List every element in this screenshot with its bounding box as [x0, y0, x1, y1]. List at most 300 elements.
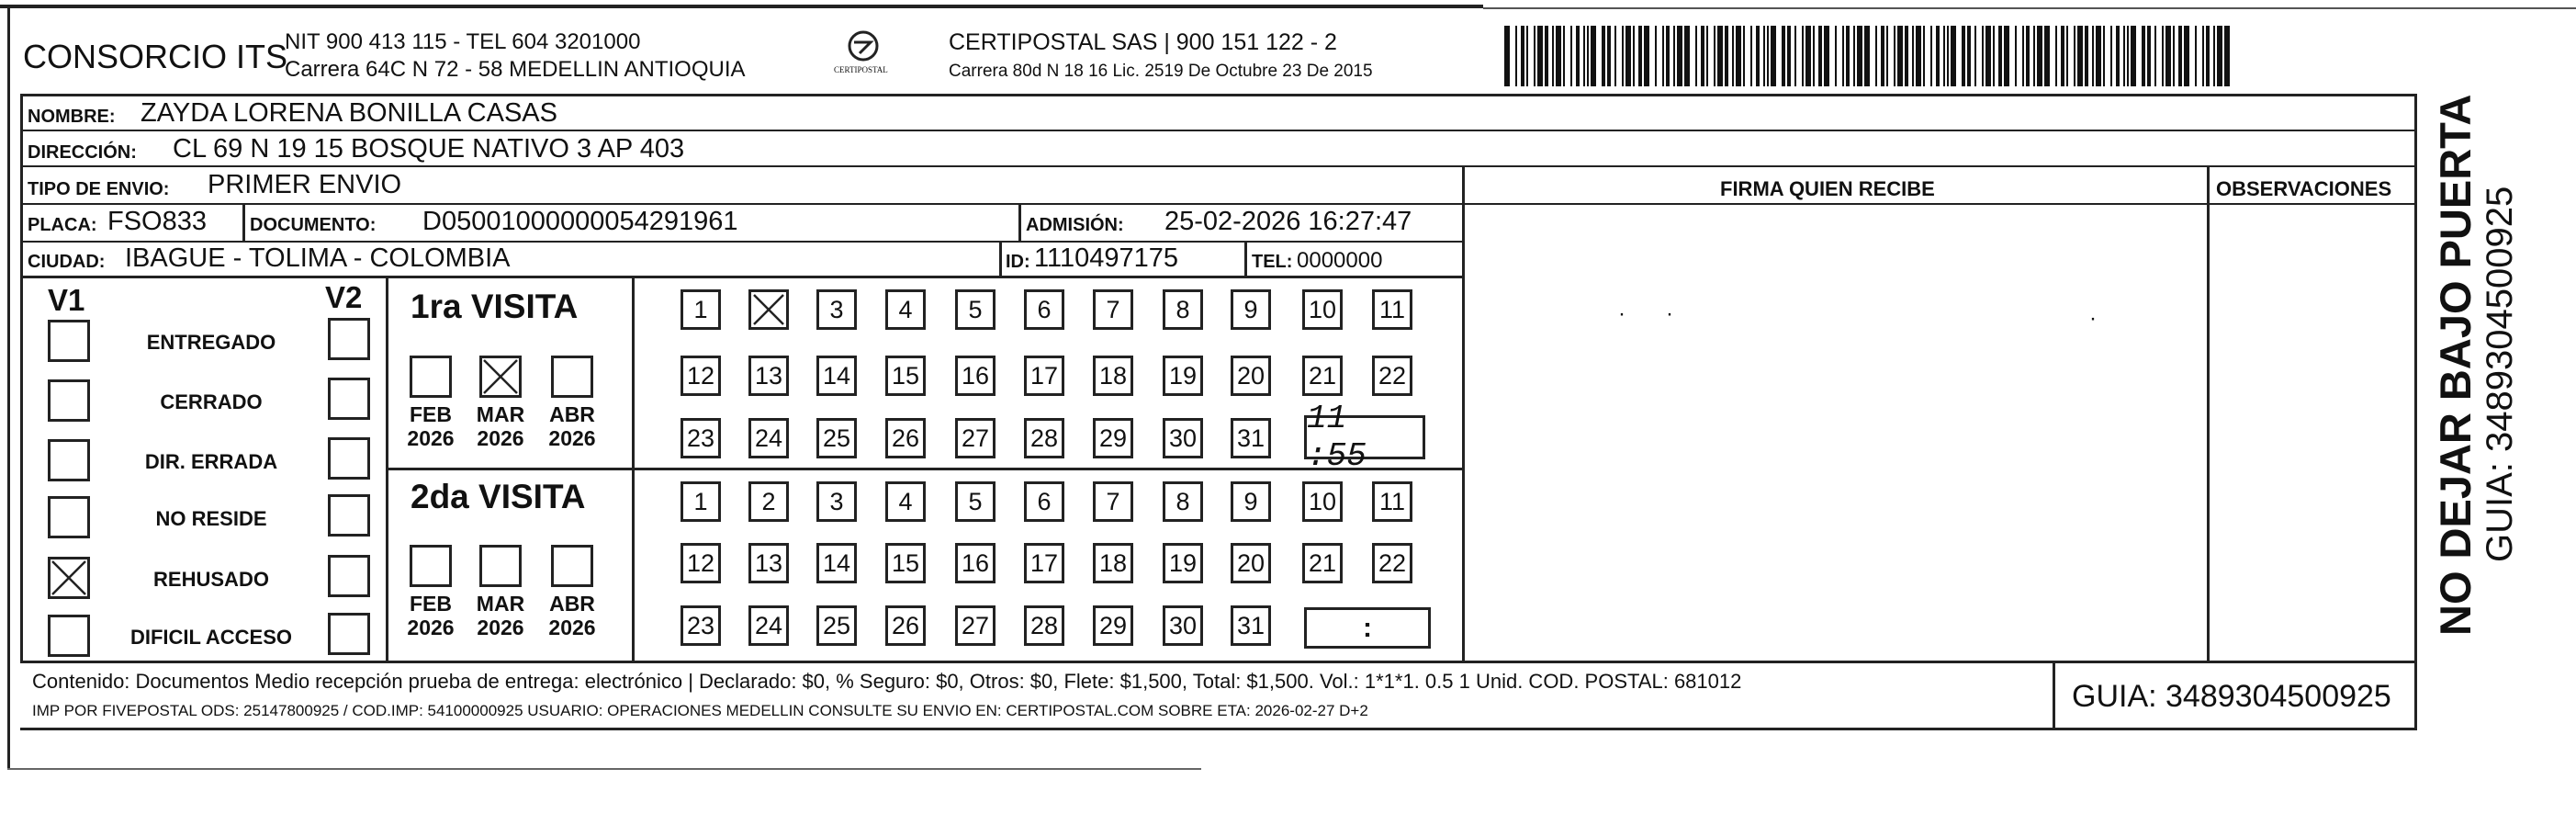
barcode-bar — [1706, 26, 1708, 86]
day-box[interactable] — [1231, 481, 1271, 522]
barcode-bar — [1515, 26, 1517, 86]
document-label: DOCUMENTO: — [250, 215, 377, 235]
second-visit-label: 2da VISITA — [411, 478, 586, 515]
barcode-bar — [1714, 26, 1715, 86]
plate-label: PLACA: — [28, 215, 97, 235]
top-rule — [0, 5, 1483, 8]
month-checkbox[interactable] — [551, 356, 593, 398]
certipostal-address: Carrera 80d N 18 16 Lic. 2519 De Octubre 23 De 2015 — [949, 62, 1373, 81]
day-number: 20 — [1236, 548, 1266, 577]
month-year: 2026 — [407, 426, 455, 451]
city-label: CIUDAD: — [28, 252, 106, 272]
month-name: ABR — [549, 402, 595, 426]
barcode-bar — [1875, 26, 1877, 86]
day-number: 14 — [822, 548, 851, 577]
month-label — [473, 402, 528, 451]
day-box[interactable] — [885, 418, 926, 458]
side-guia: GUIA: 3489304500925 — [2480, 186, 2520, 562]
day-box[interactable] — [1024, 289, 1064, 330]
tel-divider — [1244, 242, 1247, 276]
signature-dot: · — [1666, 301, 1673, 326]
row-rule-5 — [20, 276, 1462, 278]
barcode-bar — [1526, 26, 1528, 86]
day-box[interactable] — [748, 356, 789, 396]
barcode-bar — [2184, 26, 2189, 86]
day-number: 4 — [898, 487, 913, 515]
barcode-bar — [1974, 26, 1976, 86]
barcode-bar — [2162, 26, 2164, 86]
day-box[interactable] — [1231, 356, 1271, 396]
day-box[interactable] — [1024, 543, 1064, 583]
day-number: 21 — [1308, 548, 1337, 577]
day-box[interactable] — [1024, 418, 1064, 458]
form-right-rule — [2414, 94, 2417, 729]
day-box[interactable] — [1372, 356, 1412, 396]
barcode-bar — [2131, 26, 2136, 86]
month-checkbox[interactable] — [410, 545, 452, 587]
month-checkbox[interactable] — [551, 545, 593, 587]
month-year: 2026 — [477, 616, 524, 640]
certipostal-company: CERTIPOSTAL SAS | 900 151 122 - 2 — [949, 29, 1337, 55]
status-v2-checkbox[interactable] — [328, 555, 370, 597]
barcode-bar — [2066, 26, 2068, 86]
barcode-bar — [2173, 26, 2175, 86]
plate-value: FSO833 — [107, 207, 207, 236]
day-box[interactable] — [885, 605, 926, 646]
v1-label: V1 — [48, 283, 85, 317]
day-number: 3 — [829, 295, 844, 323]
row-rule-1 — [20, 130, 2417, 131]
day-box[interactable] — [1093, 289, 1133, 330]
day-number: 27 — [961, 611, 990, 639]
barcode-bar — [2061, 26, 2064, 86]
barcode-bar — [1602, 26, 1605, 86]
barcode-bar — [2033, 26, 2035, 86]
day-box[interactable] — [1163, 543, 1203, 583]
barcode-bar — [1614, 26, 1616, 86]
day-number: 13 — [754, 361, 783, 390]
tel-label: TEL: — [1252, 252, 1293, 272]
barcode-bar — [1771, 26, 1776, 86]
barcode-bar — [2026, 26, 2030, 86]
day-box[interactable] — [1231, 543, 1271, 583]
day-box[interactable] — [816, 543, 857, 583]
admission-divider — [1018, 204, 1021, 241]
status-label: DIR. ERRADA — [144, 450, 278, 473]
barcode-bar — [1916, 26, 1921, 86]
status-v1-checkbox[interactable] — [48, 379, 90, 422]
day-box[interactable] — [748, 289, 789, 330]
second-visit-time-value: : — [1363, 612, 1372, 643]
barcode-bar — [1750, 26, 1752, 86]
month-name: ABR — [549, 592, 595, 616]
day-number: 3 — [829, 487, 844, 515]
status-v2-checkbox[interactable] — [328, 318, 370, 360]
day-box[interactable] — [1372, 481, 1412, 522]
month-name: FEB — [410, 402, 452, 426]
day-box[interactable] — [1302, 289, 1343, 330]
barcode-bar — [1587, 26, 1589, 86]
day-box[interactable] — [1372, 543, 1412, 583]
barcode-bar — [1905, 26, 1908, 86]
name-label: NOMBRE: — [28, 107, 116, 127]
month-label — [403, 592, 458, 640]
first-visit-label: 1ra VISITA — [411, 288, 579, 325]
footer-bottom-rule — [20, 728, 2417, 730]
day-number: 8 — [1176, 295, 1190, 323]
x-mark-icon — [751, 292, 786, 327]
barcode-bar — [1732, 26, 1734, 86]
day-number: 7 — [1106, 295, 1120, 323]
day-number: 15 — [891, 548, 920, 577]
barcode-bar — [1930, 26, 1932, 86]
day-box[interactable] — [816, 418, 857, 458]
day-box[interactable] — [816, 289, 857, 330]
recipient-name: ZAYDA LORENA BONILLA CASAS — [141, 98, 557, 128]
day-box[interactable] — [1093, 543, 1133, 583]
company-name: CONSORCIO ITS — [23, 38, 288, 75]
day-box[interactable] — [1302, 481, 1343, 522]
barcode-bar — [1794, 26, 1796, 86]
day-number: 16 — [961, 548, 990, 577]
barcode-bar — [1951, 26, 1956, 86]
month-label — [545, 402, 600, 451]
day-box[interactable] — [885, 289, 926, 330]
day-box[interactable] — [1372, 289, 1412, 330]
barcode-bar — [1504, 26, 1510, 86]
status-v1-checkbox[interactable] — [48, 496, 90, 538]
barcode-bar — [1556, 26, 1561, 86]
barcode-bar — [1936, 26, 1940, 86]
day-box[interactable] — [955, 356, 996, 396]
day-box[interactable] — [681, 356, 721, 396]
day-number: 27 — [961, 424, 990, 452]
day-number: 19 — [1168, 361, 1198, 390]
status-label: NO RESIDE — [155, 507, 267, 530]
day-box[interactable] — [816, 481, 857, 522]
footer-guia: GUIA: 3489304500925 — [2072, 679, 2391, 714]
status-v1-checkbox[interactable] — [48, 439, 90, 481]
barcode-bar — [1763, 26, 1765, 86]
barcode-bar — [2224, 26, 2230, 86]
address-label: DIRECCIÓN: — [28, 142, 137, 163]
barcode-graphic — [1504, 26, 2234, 86]
day-box[interactable] — [955, 543, 996, 583]
day-number: 6 — [1037, 295, 1052, 323]
day-box[interactable] — [816, 605, 857, 646]
barcode-bar — [1853, 26, 1855, 86]
day-number: 18 — [1098, 361, 1128, 390]
status-v2-checkbox[interactable] — [328, 378, 370, 420]
month-year: 2026 — [477, 426, 524, 451]
visit-divider — [386, 468, 1462, 470]
barcode-bar — [1835, 26, 1837, 86]
barcode-bar — [1622, 26, 1624, 86]
barcode-bar — [1743, 26, 1745, 86]
barcode-bar — [2147, 26, 2151, 86]
status-v2-checkbox[interactable] — [328, 494, 370, 537]
signature-right-rule — [2207, 167, 2210, 661]
barcode-bar — [2213, 26, 2215, 86]
day-number: 23 — [686, 611, 715, 639]
barcode-bar — [1985, 26, 1991, 86]
barcode-bar — [1802, 26, 1804, 86]
document-value: D05001000000054291961 — [422, 207, 738, 236]
id-divider — [999, 242, 1002, 276]
barcode-bar — [1673, 26, 1675, 86]
barcode-bar — [1894, 26, 1895, 86]
status-label: DIFICIL ACCESO — [129, 626, 292, 649]
barcode-bar — [2142, 26, 2145, 86]
company-address: Carrera 64C N 72 - 58 MEDELLIN ANTIOQUIA — [285, 57, 746, 82]
barcode-bar — [1717, 26, 1723, 86]
day-number: 10 — [1308, 487, 1337, 515]
day-number: 24 — [754, 424, 783, 452]
status-v1-checkbox[interactable] — [48, 557, 90, 599]
day-number: 9 — [1243, 487, 1258, 515]
day-number: 12 — [686, 548, 715, 577]
barcode-bar — [2085, 26, 2088, 86]
observations-column-header: OBSERVACIONES — [2216, 177, 2392, 200]
barcode-bar — [1677, 26, 1682, 86]
day-number: 2 — [761, 487, 776, 515]
barcode-bar — [1576, 26, 1580, 86]
barcode-bar — [2015, 26, 2017, 86]
barcode-bar — [1857, 26, 1862, 86]
company-nit: NIT 900 413 115 - TEL 604 3201000 — [285, 29, 641, 54]
day-box[interactable] — [1231, 605, 1271, 646]
day-box[interactable] — [1302, 543, 1343, 583]
month-label — [545, 592, 600, 640]
day-box[interactable] — [1093, 418, 1133, 458]
id-label: ID: — [1006, 252, 1030, 272]
day-box[interactable] — [748, 605, 789, 646]
day-box[interactable] — [1024, 356, 1064, 396]
day-box[interactable] — [681, 543, 721, 583]
day-box[interactable] — [748, 418, 789, 458]
left-edge — [7, 7, 10, 768]
barcode-bar — [1655, 26, 1657, 86]
barcode-bar — [2044, 26, 2050, 86]
day-number: 23 — [686, 424, 715, 452]
barcode-bar — [1644, 26, 1649, 86]
barcode-bar — [1787, 26, 1791, 86]
barcode-bar — [1993, 26, 1995, 86]
send-type: PRIMER ENVIO — [208, 170, 402, 199]
status-v2-checkbox[interactable] — [328, 437, 370, 480]
day-number: 19 — [1168, 548, 1198, 577]
barcode-bar — [1813, 26, 1815, 86]
day-number: 30 — [1168, 424, 1198, 452]
barcode-bar — [1666, 26, 1670, 86]
barcode-bar — [2110, 26, 2112, 86]
day-number: 14 — [822, 361, 851, 390]
day-box[interactable] — [1302, 356, 1343, 396]
barcode-bar — [2127, 26, 2129, 86]
barcode-bar — [1725, 26, 1728, 86]
barcode-bar — [2206, 26, 2210, 86]
footer-guia-divider — [2053, 661, 2055, 729]
form-left-rule — [20, 94, 23, 661]
day-number: 25 — [822, 424, 851, 452]
day-box[interactable] — [1093, 605, 1133, 646]
day-number: 29 — [1098, 611, 1128, 639]
day-box[interactable] — [1163, 289, 1203, 330]
side-notice: NO DEJAR BAJO PUERTA — [2431, 94, 2480, 636]
barcode-bar — [1736, 26, 1741, 86]
barcode-bar — [1607, 26, 1611, 86]
barcode-bar — [1998, 26, 2002, 86]
month-label — [473, 592, 528, 640]
barcode-bar — [2217, 26, 2222, 86]
day-number: 26 — [891, 424, 920, 452]
top-rule-right — [1483, 7, 2576, 9]
day-number: 29 — [1098, 424, 1128, 452]
month-label — [403, 402, 458, 451]
barcode-bar — [1756, 26, 1760, 86]
barcode-bar — [2055, 26, 2057, 86]
day-box[interactable] — [1093, 481, 1133, 522]
status-label: CERRADO — [160, 390, 263, 413]
month-name: MAR — [476, 402, 525, 426]
second-visit-time — [1304, 607, 1431, 649]
day-number: 22 — [1378, 361, 1407, 390]
day-box[interactable] — [1024, 605, 1064, 646]
barcode-bar — [2096, 26, 2101, 86]
barcode-bar — [2202, 26, 2204, 86]
month-checkbox[interactable] — [479, 356, 522, 398]
barcode-bar — [1842, 26, 1844, 86]
barcode-bar — [1638, 26, 1642, 86]
day-box[interactable] — [681, 481, 721, 522]
day-number: 7 — [1106, 487, 1120, 515]
day-box[interactable] — [885, 543, 926, 583]
barcode-bar — [1846, 26, 1850, 86]
day-number: 20 — [1236, 361, 1266, 390]
day-box[interactable] — [955, 289, 996, 330]
barcode-bar — [2077, 26, 2083, 86]
barcode-bar — [1701, 26, 1704, 86]
day-number: 5 — [968, 295, 983, 323]
barcode-bar — [1662, 26, 1664, 86]
visit-calendar-divider — [632, 278, 635, 661]
barcode-bar — [1545, 26, 1548, 86]
day-box[interactable] — [748, 481, 789, 522]
day-box[interactable] — [1231, 289, 1271, 330]
month-checkbox[interactable] — [479, 545, 522, 587]
barcode-bar — [1818, 26, 1822, 86]
day-number: 30 — [1168, 611, 1198, 639]
day-number: 24 — [754, 611, 783, 639]
barcode-bar — [1537, 26, 1543, 86]
day-box[interactable] — [681, 418, 721, 458]
form-top-rule — [20, 94, 2417, 96]
day-number: 10 — [1308, 295, 1337, 323]
day-box[interactable] — [1231, 418, 1271, 458]
barcode-bar — [1897, 26, 1903, 86]
day-box[interactable] — [1163, 418, 1203, 458]
day-number: 25 — [822, 611, 851, 639]
barcode-bar — [1912, 26, 1914, 86]
day-box[interactable] — [1093, 356, 1133, 396]
signature-column-header: FIRMA QUIEN RECIBE — [1720, 177, 1935, 200]
status-v2-checkbox[interactable] — [328, 613, 370, 655]
barcode — [1504, 26, 2234, 86]
barcode-bar — [1633, 26, 1635, 86]
certipostal-logo — [817, 28, 909, 79]
day-number: 11 — [1378, 295, 1406, 323]
barcode-bar — [1570, 26, 1572, 86]
barcode-bar — [2165, 26, 2171, 86]
day-number: 31 — [1236, 611, 1266, 639]
day-box[interactable] — [816, 356, 857, 396]
recipient-address: CL 69 N 19 15 BOSQUE NATIVO 3 AP 403 — [173, 134, 685, 164]
day-box[interactable] — [1163, 356, 1203, 396]
status-label: REHUSADO — [153, 568, 269, 591]
barcode-bar — [1947, 26, 1949, 86]
day-number: 28 — [1029, 611, 1059, 639]
day-box[interactable] — [885, 481, 926, 522]
day-number: 5 — [968, 487, 983, 515]
day-number: 6 — [1037, 487, 1052, 515]
day-box[interactable] — [681, 289, 721, 330]
day-box[interactable] — [748, 543, 789, 583]
day-number: 1 — [693, 487, 708, 515]
day-number: 22 — [1378, 548, 1407, 577]
signature-dot: · — [1618, 301, 1625, 326]
day-number: 9 — [1243, 295, 1258, 323]
barcode-bar — [1767, 26, 1769, 86]
day-box[interactable] — [1024, 481, 1064, 522]
day-box[interactable] — [681, 605, 721, 646]
barcode-bar — [1967, 26, 1971, 86]
x-mark-icon — [482, 358, 519, 395]
barcode-bar — [1805, 26, 1811, 86]
id-value: 1110497175 — [1034, 243, 1178, 273]
status-v1-checkbox[interactable] — [48, 320, 90, 362]
barcode-bar — [1782, 26, 1785, 86]
day-box[interactable] — [955, 481, 996, 522]
day-number: 17 — [1029, 361, 1059, 390]
barcode-bar — [1824, 26, 1829, 86]
barcode-bar — [1886, 26, 1888, 86]
barcode-bar — [2074, 26, 2075, 86]
day-number: 13 — [754, 548, 783, 577]
status-v1-checkbox[interactable] — [48, 615, 90, 657]
barcode-bar — [1552, 26, 1554, 86]
barcode-bar — [1943, 26, 1945, 86]
day-box[interactable] — [955, 605, 996, 646]
month-year: 2026 — [548, 426, 596, 451]
month-checkbox[interactable] — [410, 356, 452, 398]
day-number: 8 — [1176, 487, 1190, 515]
signature-left-rule — [1462, 167, 1465, 661]
day-box[interactable] — [1163, 605, 1203, 646]
day-box[interactable] — [955, 418, 996, 458]
footer-top-rule — [20, 661, 2417, 663]
day-box[interactable] — [1163, 481, 1203, 522]
day-number: 21 — [1308, 361, 1337, 390]
row-rule-2 — [20, 165, 2417, 167]
city-value: IBAGUE - TOLIMA - COLOMBIA — [125, 243, 511, 273]
barcode-bar — [1695, 26, 1697, 86]
day-box[interactable] — [885, 356, 926, 396]
v2-label: V2 — [325, 280, 363, 314]
barcode-bar — [2195, 26, 2197, 86]
plate-divider — [242, 204, 245, 241]
barcode-bar — [1962, 26, 1965, 86]
barcode-bar — [2004, 26, 2009, 86]
